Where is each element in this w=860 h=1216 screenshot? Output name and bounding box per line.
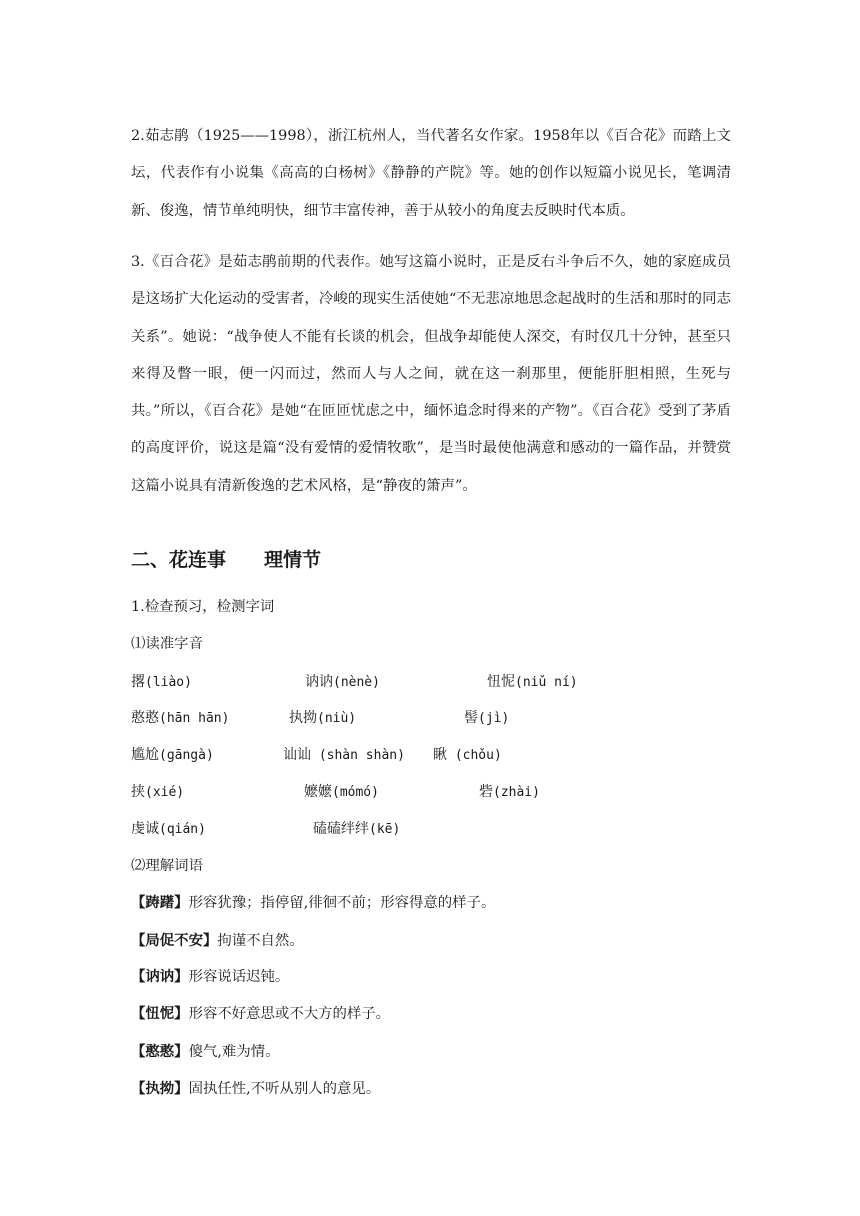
vocab-row [131, 818, 731, 840]
vocab-word: 瞅 [433, 747, 447, 763]
vocab-pinyin: (zhài) [493, 785, 540, 800]
vocab-item [131, 781, 184, 804]
definition-item [131, 930, 304, 952]
section-heading: 二、花连事 理情节 [131, 549, 322, 571]
vocab-item [289, 707, 356, 730]
definition-meaning: 傻气,难为情。 [188, 1044, 280, 1060]
definition-item [131, 1078, 380, 1100]
definition-term: 【局促不安】 [131, 932, 218, 949]
vocab-item [304, 781, 379, 804]
vocab-item [487, 671, 578, 694]
vocab-item [131, 744, 214, 767]
vocab-pinyin: (shàn shàn) [311, 748, 405, 763]
vocab-pinyin: (niù) [317, 711, 357, 726]
subsection-title-check-preview: 1.检查预习，检测字词 [131, 599, 275, 615]
vocab-pinyin: (xié) [145, 785, 185, 800]
vocab-pinyin: (kē) [369, 822, 401, 837]
vocab-pinyin: (hān hān) [159, 711, 230, 726]
vocab-word: 撂 [131, 674, 145, 690]
paragraph-work-background: 3.《百合花》是茹志鹃前期的代表作。她写这篇小说时，正是反右斗争后不久，她的家庭成员是这场扩大化运动的受害者，冷峻的现实生活使她“不无悲凉地思念起战时的生活和那时的同志关系”。她说：“战争使人不能有长谈的机会，但战争却能使人深交，有时仅几十分钟，甚至只来得及瞥一眼，便一闪而过，然而人与人之间，就在这一刹那里，便能肝胆相照，生死与共。”所以，《百合花》是她“在匝匝忧虑之中，缅怀追念时得来的产物”。《百合花》受到了茅盾的高度评价，说这是篇“没有爱情的爱情牧歌”，是当时最使他满意和感动的一篇作品，并赞赏这篇小说具有清新俊逸的艺术风格，是“静夜的箫声”。 [131, 254, 731, 494]
vocab-item [283, 744, 405, 767]
definition-term: 【讷讷】 [131, 968, 189, 985]
definition-meaning: 形容不好意思或不大方的样子。 [188, 1006, 391, 1022]
vocab-item [305, 671, 380, 694]
vocab-word: 挟 [131, 784, 145, 800]
vocab-item [313, 818, 400, 841]
definition-meaning: 形容说话迟钝。 [188, 969, 290, 985]
vocab-word: 尴尬 [131, 747, 159, 763]
definition-meaning: 拘谨不自然。 [217, 933, 304, 949]
subsection-title-vocabulary: ⑵理解词语 [131, 858, 203, 874]
definition-term: 【憨憨】 [131, 1043, 189, 1060]
definition-item [131, 1041, 280, 1063]
vocab-word: 嬷嬷 [304, 784, 332, 800]
vocab-pinyin: (nènè) [333, 675, 380, 690]
vocab-row [131, 781, 731, 803]
vocab-word: 虔诚 [131, 821, 159, 837]
vocab-word: 讷讷 [305, 674, 333, 690]
vocab-pinyin: (chǒu) [447, 748, 502, 763]
vocab-row [131, 671, 731, 693]
vocab-item [131, 707, 229, 730]
definition-term: 【忸怩】 [131, 1005, 189, 1022]
vocab-word: 磕磕绊绊 [313, 821, 369, 837]
subsection-title-pronunciation: ⑴读准字音 [131, 636, 203, 652]
definition-meaning: 固执任性,不听从别人的意见。 [188, 1081, 381, 1097]
definition-term: 【踌躇】 [131, 894, 189, 911]
vocab-word: 执拗 [289, 710, 317, 726]
definition-term: 【执拗】 [131, 1080, 189, 1097]
definition-item [131, 966, 289, 988]
vocab-pinyin: (jì) [478, 711, 510, 726]
vocab-pinyin: (mómó) [332, 785, 379, 800]
vocab-item [479, 781, 540, 804]
vocab-item [433, 744, 502, 767]
vocab-item [131, 818, 206, 841]
vocab-row [131, 744, 731, 766]
vocab-word: 讪讪 [283, 747, 311, 763]
vocab-row [131, 707, 731, 729]
vocab-pinyin: (qián) [159, 822, 206, 837]
definition-item [131, 892, 495, 914]
paragraph-author-bio: 2.茹志鹃（1925——1998），浙江杭州人，当代著名女作家。1958年以《百合花》而踏上文坛，代表作有小说集《高高的白杨树》《静静的产院》等。她的创作以短篇小说见长，笔调清新、俊逸，情节单纯明快，细节丰富传神，善于从较小的角度去反映时代本质。 [131, 128, 731, 219]
vocab-item [464, 707, 509, 730]
vocab-word: 髻 [464, 710, 478, 726]
definition-item [131, 1003, 390, 1025]
vocab-pinyin: (niǔ ní) [515, 675, 578, 690]
vocab-word: 砦 [479, 784, 493, 800]
vocab-pinyin: (gāngà) [159, 748, 214, 763]
vocab-word: 憨憨 [131, 710, 159, 726]
vocab-item [131, 671, 192, 694]
definition-meaning: 形容犹豫；指停留,徘徊不前；形容得意的样子。 [188, 895, 496, 911]
vocab-pinyin: (liào) [145, 675, 192, 690]
vocab-word: 忸怩 [487, 674, 515, 690]
